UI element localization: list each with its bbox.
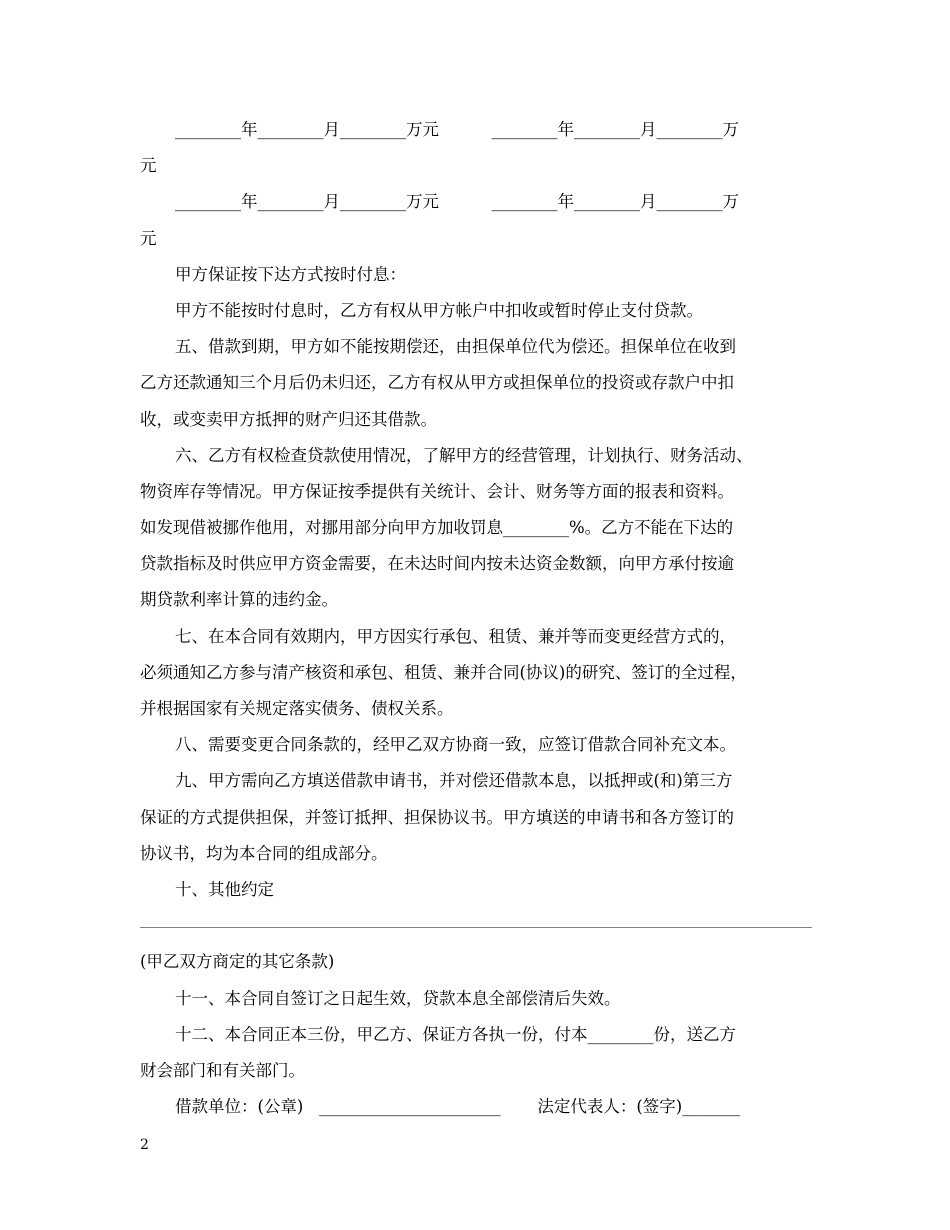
page-number: 2	[140, 1137, 149, 1153]
clause-12-copies	[140, 1017, 812, 1089]
paragraph-line: 十二、本合同正本三份，甲乙方、保证方各执一份，付本________份，送乙方	[175, 1024, 736, 1044]
signature-line	[140, 1089, 812, 1125]
paragraph-line: 甲方保证按下达方式按时付息：	[175, 264, 406, 284]
paragraph-line: 甲方不能按时付息时，乙方有权从甲方帐户中扣收或暂时停止支付贷款。	[175, 300, 703, 320]
clause-interest-method	[140, 257, 812, 293]
paragraph-line: 保证的方式提供担保，并签订抵押、担保协议书。甲方填送的申请书和各方签订的	[140, 807, 734, 827]
paragraph-line: 乙方还款通知三个月后仍未归还，乙方有权从甲方或担保单位的投资或存款户中扣	[140, 373, 734, 393]
paragraph-line: 十、其他约定	[175, 879, 274, 899]
clause-8-amendment	[140, 727, 812, 763]
clause-7-business-change	[140, 619, 812, 728]
clause-11-effective	[140, 981, 812, 1017]
paragraph-line: 七、在本合同有效期内，甲方因实行承包、租赁、兼并等而变更经营方式的，	[175, 626, 736, 646]
schedule-row-1-wrap: 元	[140, 156, 157, 176]
paragraph-line: 物资库存等情况。甲方保证按季提供有关统计、会计、财务等方面的报表和资料。	[140, 481, 734, 501]
paragraph-line: 九、甲方需向乙方填送借款申请书，并对偿还借款本息，以抵押或(和)第三方	[175, 771, 733, 791]
paragraph-line: 协议书，均为本合同的组成部分。	[140, 843, 388, 863]
borrower-seal-blank: ______________________	[319, 1097, 501, 1117]
schedule-row-1: ________年________月________万元 ________年________月________万	[175, 120, 739, 139]
clause-late-interest	[140, 293, 812, 329]
paragraph-line: 期贷款利率计算的违约金。	[140, 590, 338, 610]
paragraph-line: 并根据国家有关规定落实债务、债权关系。	[140, 699, 454, 718]
paragraph-line: 必须通知乙方参与清产核资和承包、租赁、兼并合同(协议)的研究、签订的全过程，	[140, 662, 747, 682]
paragraph-line: 十一、本合同自签订之日起生效，贷款本息全部偿清后失效。	[175, 988, 621, 1008]
clause-9-application	[140, 763, 812, 872]
paragraph-line: 如发现借被挪作他用，对挪用部分向甲方加收罚息________%。乙方不能在下达的	[140, 518, 734, 538]
legal-rep-label: 法定代表人：(签字)	[537, 1097, 683, 1117]
schedule-row-2-wrap: 元	[140, 228, 157, 248]
clause-10-other	[140, 872, 812, 908]
repayment-schedule	[140, 112, 812, 257]
paragraph-line: 六、乙方有权检查贷款使用情况，了解甲方的经营管理，计划执行、财务活动、	[175, 445, 753, 465]
paragraph-line: 五、借款到期，甲方如不能按期偿还，由担保单位代为偿还。担保单位在收到	[175, 337, 736, 357]
other-terms-fill-line	[140, 908, 812, 944]
paragraph-line: 收，或变卖甲方抵押的财产归还其借款。	[140, 409, 437, 429]
clause-5-maturity	[140, 329, 812, 438]
paragraph-line: 财会部门和有关部门。	[140, 1060, 305, 1080]
legal-rep-signature-blank: _______	[682, 1097, 740, 1117]
other-terms-note: (甲乙双方商定的其它条款)	[140, 952, 335, 972]
document-page	[140, 112, 812, 1125]
borrower-label: 借款单位：(公章)	[175, 1097, 304, 1117]
paragraph-line: 贷款指标及时供应甲方资金需要，在未达时间内按未达资金数额，向甲方承付按逾	[140, 554, 734, 574]
paragraph-line: 八、需要变更合同条款的，经甲乙双方协商一致，应签订借款合同补充文本。	[175, 735, 736, 755]
schedule-row-2: ________年________月________万元 ________年________月________万	[175, 192, 739, 212]
horizontal-rule	[140, 927, 812, 928]
clause-6-inspection	[140, 438, 812, 619]
